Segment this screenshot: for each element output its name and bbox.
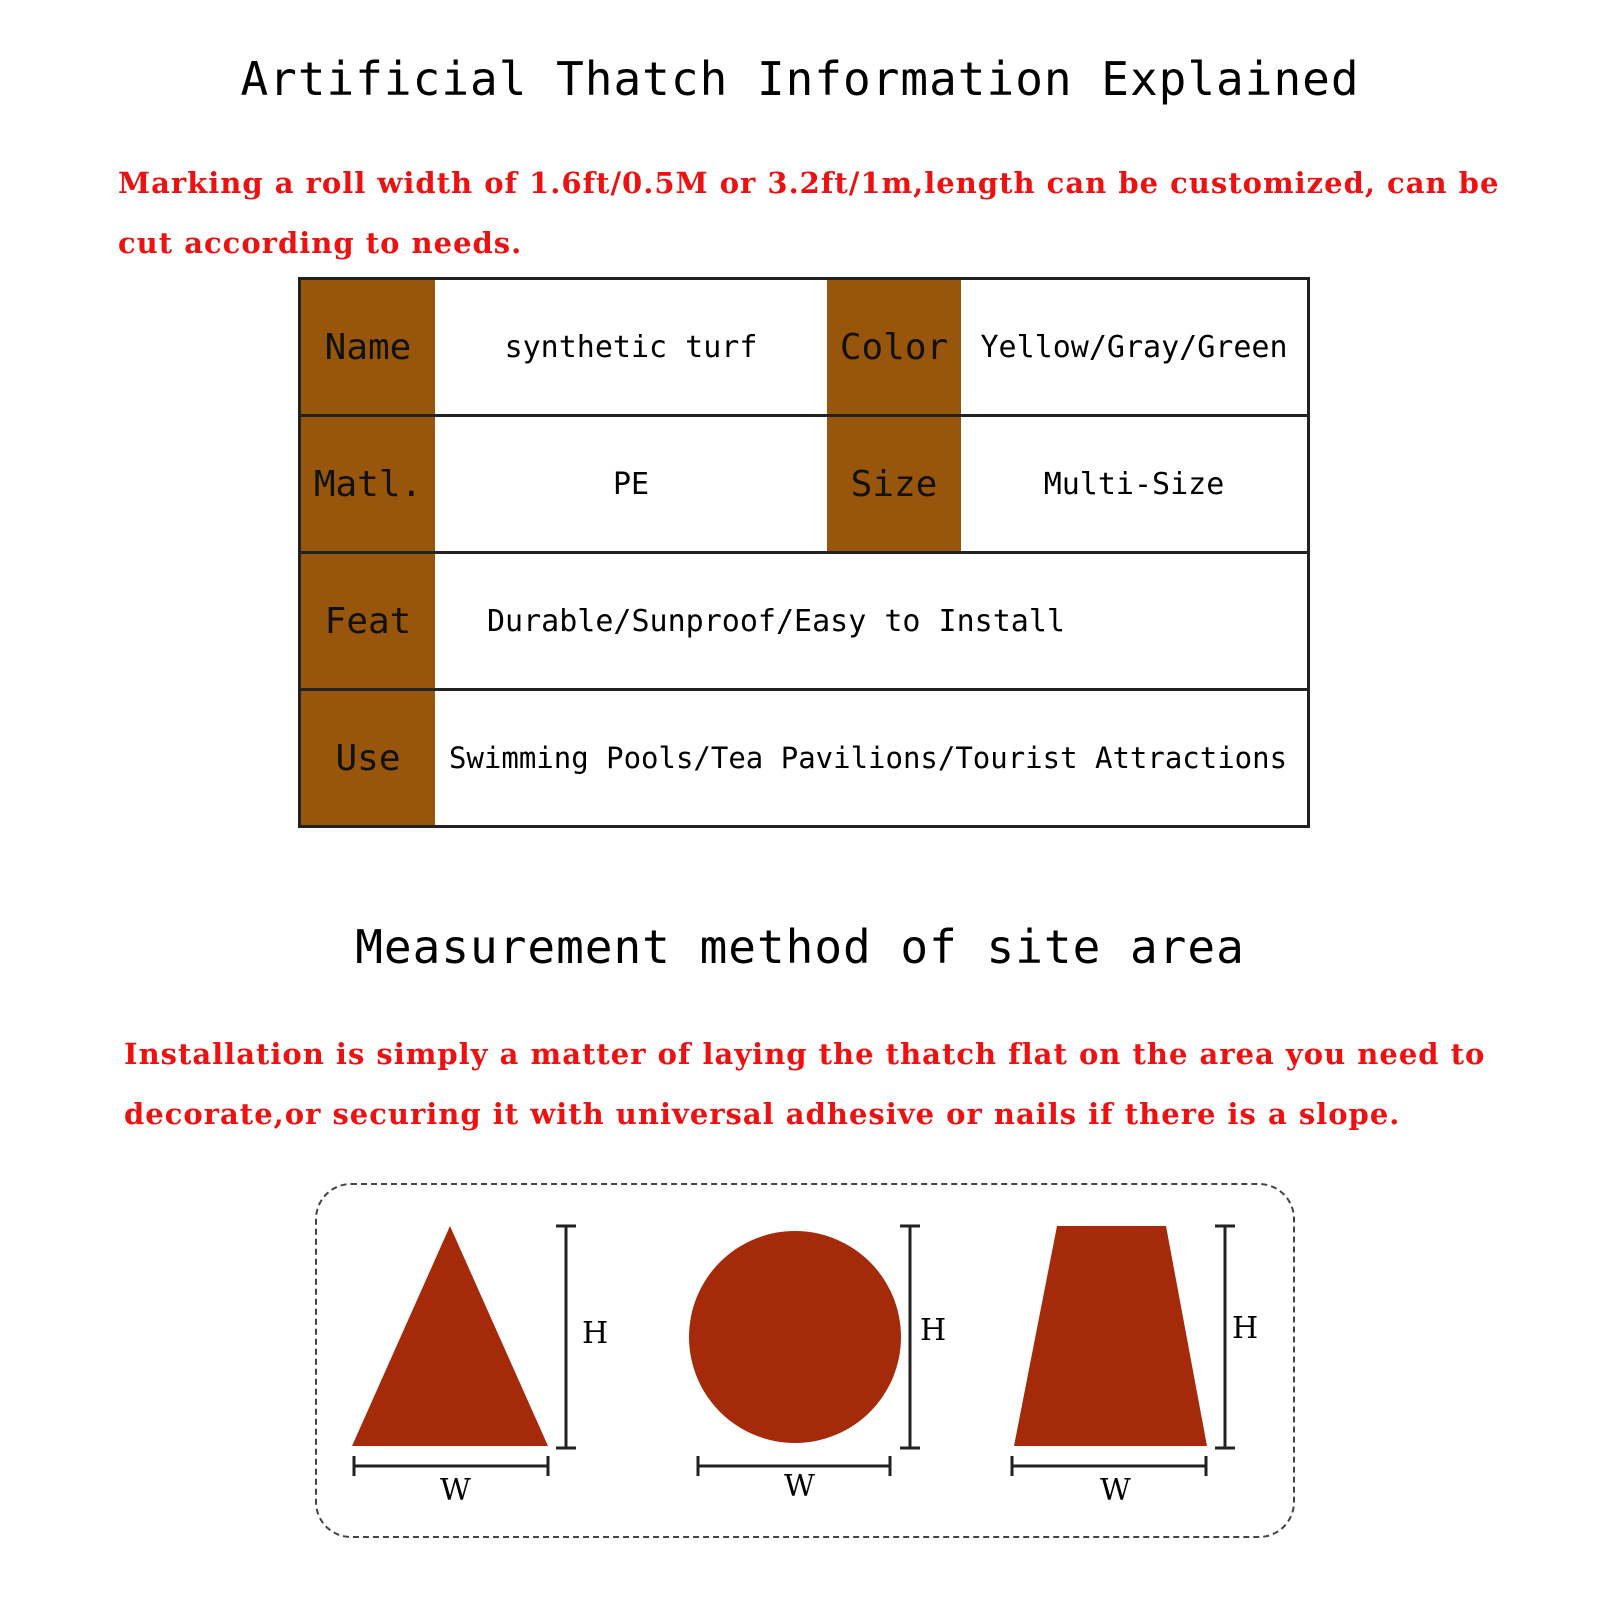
color-value: Yellow/Gray/Green: [980, 329, 1288, 365]
triangle-width-label: W: [440, 1473, 471, 1508]
circle-height-label: H: [920, 1313, 947, 1348]
color-label: Color: [827, 279, 961, 416]
measurement-title: Measurement method of site area: [355, 920, 1245, 974]
material-value: PE: [435, 416, 827, 553]
use-label: Use: [300, 690, 436, 827]
trapezoid-shape: [1014, 1226, 1207, 1446]
triangle-height-label: H: [582, 1316, 609, 1351]
triangle-shape: [352, 1226, 548, 1446]
feature-label: Feat: [300, 553, 436, 690]
trapezoid-width-label: W: [1100, 1473, 1131, 1508]
material-label: Matl.: [300, 416, 436, 553]
use-value: Swimming Pools/Tea Pavilions/Tourist Attractions: [435, 690, 1309, 827]
size-label: Size: [827, 416, 961, 553]
feature-value: Durable/Sunproof/Easy to Install: [435, 553, 1309, 690]
size-value: Multi-Size: [961, 416, 1309, 553]
roll-width-note: Marking a roll width of 1.6ft/0.5M or 3.2ft/1m,length can be customized, can be cut according to needs.: [118, 166, 1500, 260]
circle-width-label: W: [784, 1469, 815, 1504]
circle-shape: [689, 1231, 901, 1443]
installation-note: Installation is simply a matter of laying the thatch flat on the area you need to decorate,or securing it with universal adhesive or nails if there is a slope.: [124, 1037, 1486, 1131]
page-title: Artificial Thatch Information Explained: [240, 52, 1360, 106]
name-label: Name: [300, 279, 436, 416]
name-value: synthetic turf: [504, 329, 758, 365]
trapezoid-height-label: H: [1232, 1311, 1259, 1346]
